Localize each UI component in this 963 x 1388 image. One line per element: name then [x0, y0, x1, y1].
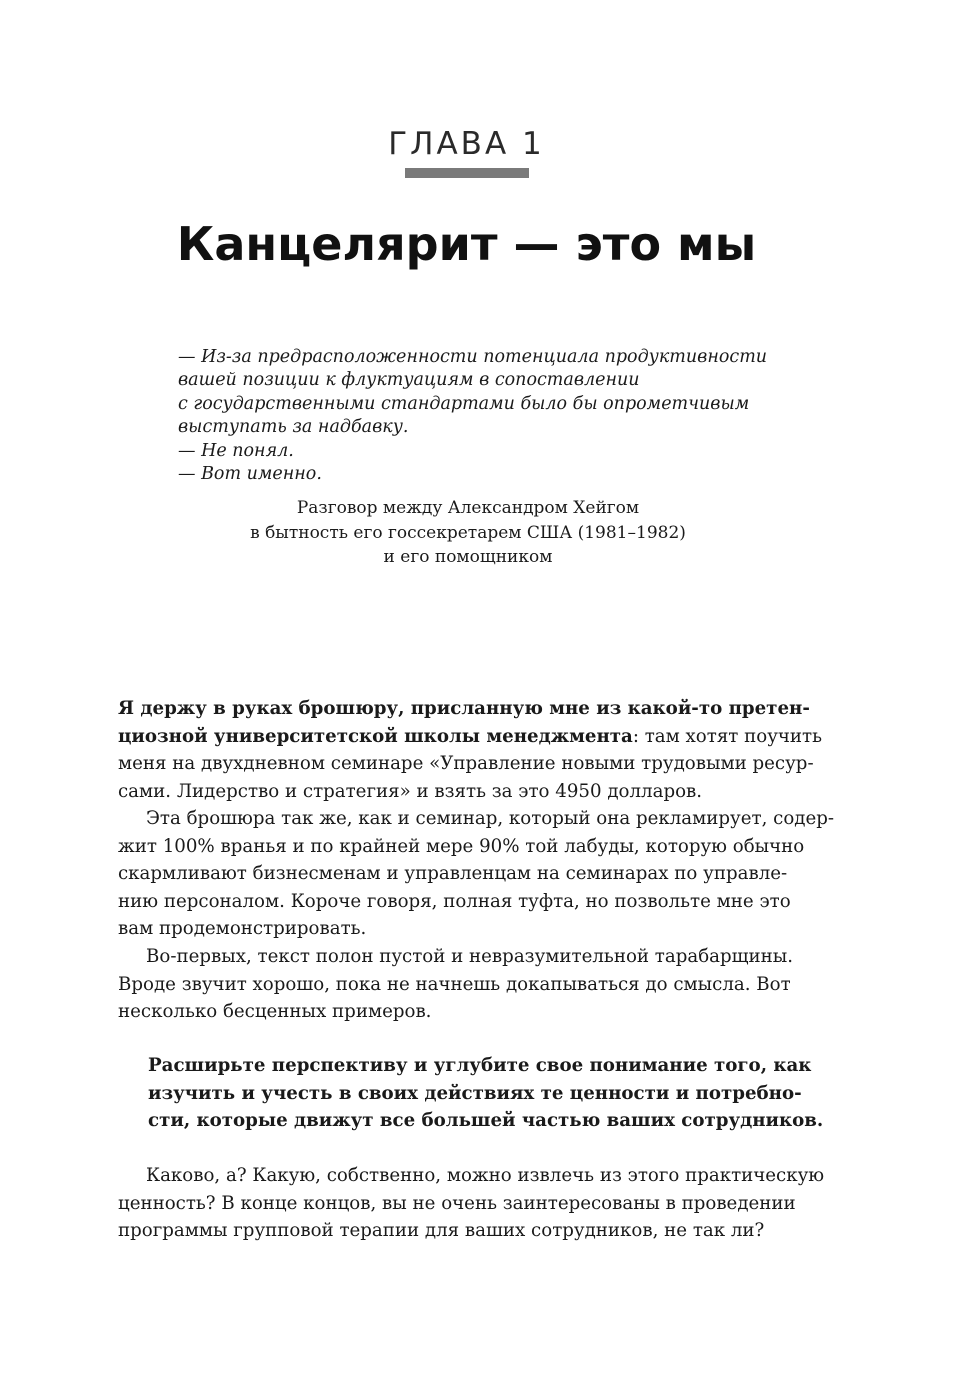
- attribution-line: в бытность его госсекретарем США (1981–1982): [250, 522, 686, 543]
- paragraph-line: вам продемонстрировать.: [118, 918, 367, 939]
- paragraph-line: нию персоналом. Короче говоря, полная туфта, но позвольте мне это: [118, 890, 791, 912]
- paragraph-line: жит 100% вранья и по крайней мере 90% той лабуды, которую обычно: [118, 835, 805, 857]
- paragraph-line: скармливают бизнесменам и управленцам на семинарах по управле-: [118, 863, 788, 884]
- lead-in-bold: циозной университетской школы менеджмента: [118, 725, 633, 747]
- epigraph-line: — Не понял.: [178, 440, 294, 461]
- paragraph-line: несколько бесценных примеров.: [118, 1001, 432, 1022]
- paragraph-line: ценность? В конце концов, вы не очень заинтересованы в проведении: [118, 1192, 796, 1214]
- chapter-title: Канцелярит — это мы: [176, 217, 757, 271]
- paragraph-line: Каково, а? Какую, собственно, можно извлечь из этого практическую: [146, 1165, 825, 1186]
- epigraph-line: — Вот именно.: [178, 464, 322, 485]
- chapter-rule: [405, 168, 529, 178]
- paragraph-line: Вроде звучит хорошо, пока не начнешь докапываться до смысла. Вот: [118, 973, 791, 995]
- attribution-line: и его помощником: [383, 547, 553, 567]
- attribution-line: Разговор между Александром Хейгом: [296, 498, 640, 518]
- callout-line: изучить и учесть в своих действиях те ценности и потребно-: [148, 1082, 802, 1104]
- epigraph-attribution: [160, 496, 776, 570]
- paragraph-line: Во-первых, текст полон пустой и невразумительной тарабарщины.: [146, 946, 794, 967]
- paragraph-3: [118, 943, 818, 1026]
- callout-line: Расширьте перспективу и углубите свое понимание того, как: [148, 1055, 812, 1076]
- paragraph-1: [118, 695, 823, 805]
- lead-in-tail: : там хотят поучить: [632, 725, 823, 747]
- epigraph-line: — Из-за предрасположенности потенциала продуктивности: [178, 347, 768, 367]
- paragraph-2: [118, 805, 835, 943]
- paragraph-line: Эта брошюра так же, как и семинар, который она рекламирует, содер-: [146, 808, 835, 829]
- paragraph-line: Я держу в руках брошюру, присланную мне из какой-то претен-: [118, 698, 810, 719]
- paragraph-line: меня на двухдневном семинаре «Управление новыми трудовыми ресур-: [118, 753, 814, 774]
- epigraph-line: вашей позиции к флуктуациям в сопоставлении: [178, 370, 640, 391]
- callout-line: сти, которые движут все большей частью ваших сотрудников.: [148, 1110, 824, 1131]
- paragraph-line: [118, 723, 823, 751]
- paragraph-line: программы групповой терапии для ваших сотрудников, не так ли?: [118, 1220, 765, 1241]
- chapter-label: ГЛАВА 1: [388, 126, 545, 162]
- epigraph-line: выступать за надбавку.: [178, 417, 409, 438]
- paragraph-line: сами. Лидерство и стратегия» и взять за это 4950 долларов.: [118, 780, 703, 802]
- epigraph-line: с государственными стандартами было бы опрометчивым: [178, 393, 750, 414]
- epigraph: [178, 346, 778, 486]
- callout-quote: [148, 1052, 824, 1135]
- paragraph-4: [118, 1162, 825, 1245]
